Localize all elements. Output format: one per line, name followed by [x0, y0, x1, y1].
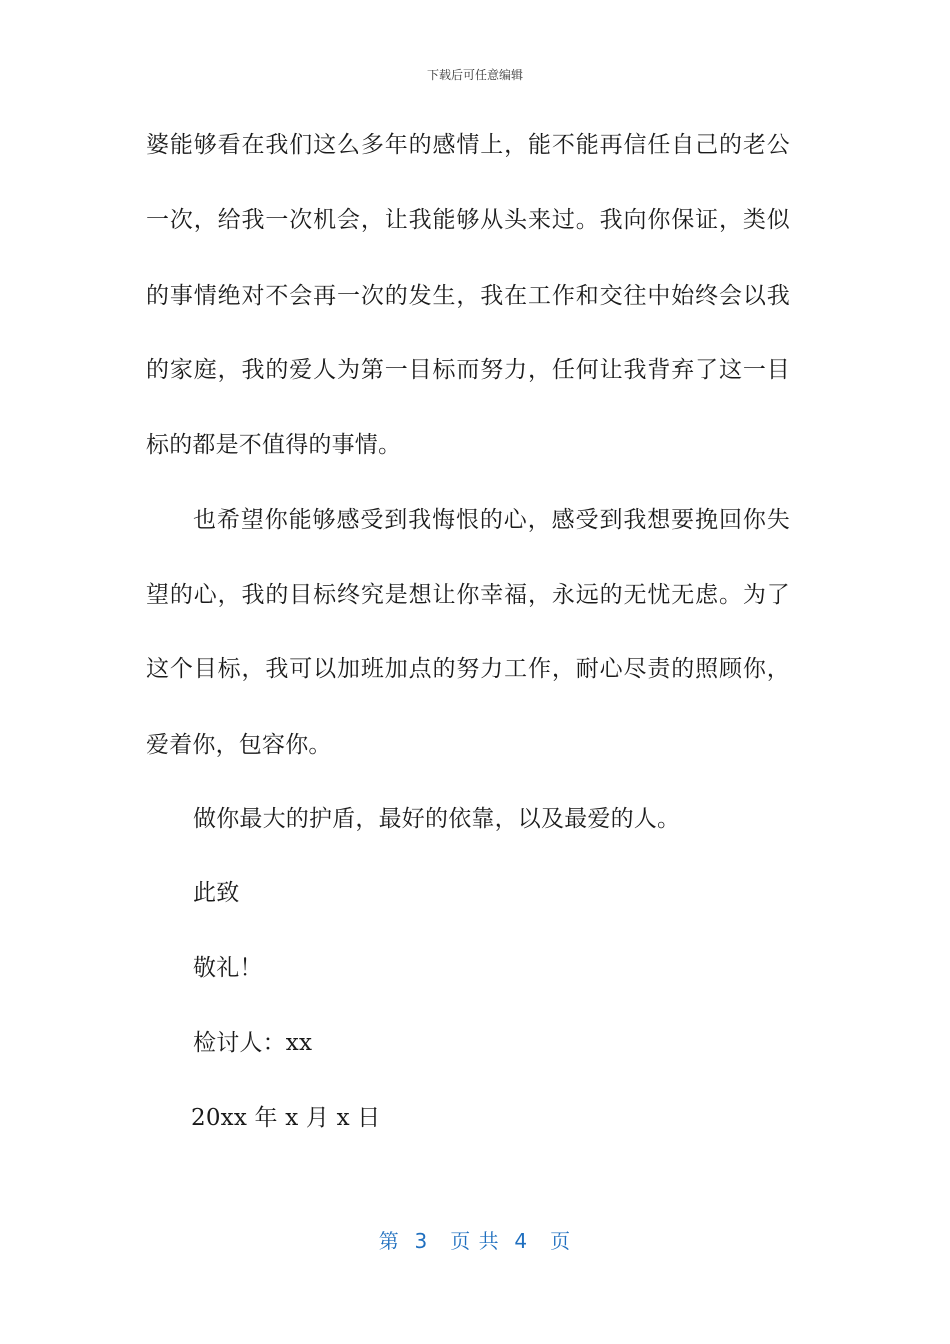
- body-line: 的家庭，我的爱人为第一目标而努力，任何让我背弃了这一目: [146, 357, 790, 383]
- body-line: 婆能够看在我们这么多年的感情上，能不能再信任自己的老公: [146, 132, 790, 158]
- page-number-footer: 第 3 页 共 4 页: [378, 1229, 572, 1253]
- page-header: 下载后可任意编辑: [426, 68, 523, 82]
- body-line: 爱着你，包容你。: [146, 732, 332, 758]
- closing-paragraph: 做你最大的护盾，最好的依靠，以及最爱的人。: [193, 806, 681, 832]
- paragraph-first-line: 也希望你能够感受到我悔恨的心，感受到我想要挽回你失: [193, 507, 790, 533]
- body-line: 的事情绝对不会再一次的发生，我在工作和交往中始终会以我: [146, 283, 790, 309]
- salutation-jingli: 敬礼！: [193, 955, 263, 981]
- body-line: 这个目标，我可以加班加点的努力工作，耐心尽责的照顾你，: [146, 656, 790, 682]
- signature-author: 检讨人：xx: [193, 1030, 313, 1056]
- body-line: 标的都是不值得的事情。: [146, 432, 402, 458]
- body-line: 一次，给我一次机会，让我能够从头来过。我向你保证，类似: [146, 207, 790, 233]
- signature-date: 20xx 年 x 月 x 日: [191, 1105, 381, 1131]
- body-line: 望的心，我的目标终究是想让你幸福，永远的无忧无虑。为了: [146, 582, 790, 608]
- salutation-cizhi: 此致: [193, 880, 240, 906]
